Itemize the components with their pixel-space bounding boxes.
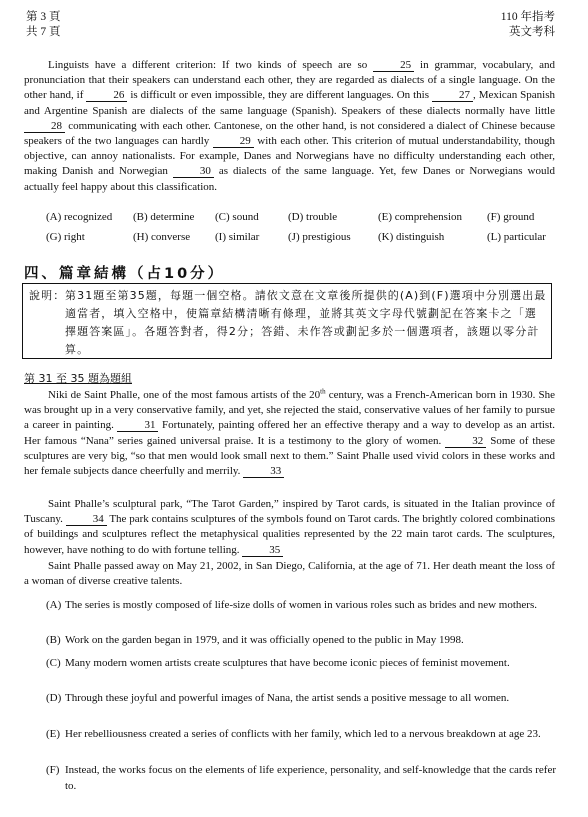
passage-paragraph-3 bbox=[24, 559, 555, 589]
answer-choice-e bbox=[46, 727, 556, 743]
choice-key: (F) bbox=[46, 764, 60, 776]
passage-text: Saint Phalle’s sculptural park, “The Tarot Garden,” inspired by Tarot cards, is situated in the Italian province of Tuscany. bbox=[24, 498, 555, 526]
page-header-left bbox=[26, 10, 61, 40]
blank-35: 35 bbox=[242, 544, 283, 557]
passage-text: Linguists have a different criterion: If two kinds of speech are so bbox=[48, 59, 368, 71]
passage-text: Saint Phalle passed away on May 21, 2002, in San Diego, California, at the age of 71. Her death meant the loss of a woman of diverse creative talents. bbox=[24, 560, 555, 588]
page-header-right bbox=[501, 10, 555, 40]
exam-name: 110 年指考 bbox=[500, 11, 555, 23]
passage-text: century, was a French-American born in 1930. She was brought up in a very conservative family, and yet, she rejected the staid, conservative values of her family to pursue a career in painting. bbox=[24, 389, 556, 432]
answer-choice-a bbox=[46, 598, 556, 614]
blank-33: 33 bbox=[243, 465, 284, 478]
page-number: 第 3 頁 bbox=[26, 11, 61, 23]
passage-text: in grammar, vocabulary, and pronunciation that their speakers can understand each other, they are regarded as dialects of a single language. On the other hand, if bbox=[24, 59, 556, 102]
subject-name: 英文考科 bbox=[509, 26, 555, 38]
choice-key: (E) bbox=[46, 728, 61, 740]
blank-29: 29 bbox=[213, 135, 254, 148]
blank-34: 34 bbox=[66, 513, 107, 526]
option-g: (G) right bbox=[46, 231, 85, 243]
option-k: (K) distinguish bbox=[378, 231, 445, 243]
options-row-1 bbox=[46, 207, 566, 227]
blank-32: 32 bbox=[445, 435, 486, 448]
blank-25: 25 bbox=[373, 59, 414, 72]
choice-key: (C) bbox=[46, 657, 61, 669]
question-group-heading: 第 31 至 35 題為題組 bbox=[24, 372, 132, 385]
answer-choice-f bbox=[46, 763, 556, 794]
options-row-2 bbox=[46, 227, 566, 247]
passage-text: The park contains sculptures of the symbols found on Tarot cards. The brightly colored combinations of buildings and sculptures reflect the metaphysical qualities represented by the 22 main tarot cards. The sculptures, however, have nothing to do with fortune telling. bbox=[24, 513, 555, 556]
instructions-box bbox=[22, 283, 552, 359]
cloze-passage bbox=[24, 58, 555, 195]
blank-30: 30 bbox=[173, 165, 214, 178]
option-j: (J) prestigious bbox=[288, 231, 351, 243]
blank-31: 31 bbox=[117, 419, 158, 432]
instructions-label: 說明： bbox=[29, 289, 66, 302]
option-l: (L) particular bbox=[487, 231, 546, 243]
option-b: (B) determine bbox=[133, 211, 195, 223]
choice-text: Through these joyful and powerful images of Nana, the artist sends a positive message to all women. bbox=[65, 692, 510, 704]
option-h: (H) converse bbox=[133, 231, 191, 243]
passage-paragraph-1 bbox=[24, 388, 555, 479]
blank-27: 27 bbox=[432, 89, 473, 102]
choice-text: Instead, the works focus on the elements of life experience, personality, and self-knowledge that the cards refer to. bbox=[65, 764, 556, 792]
choice-key: (B) bbox=[46, 634, 61, 646]
answer-choice-c bbox=[46, 656, 556, 672]
passage-text: Fortunately, painting offered her an effective therapy and a way to develop as an artist. Her famous “Nana” series gained universal praise. It is a testimony to the glory of women. bbox=[24, 419, 556, 447]
answer-choice-d bbox=[46, 691, 556, 707]
passage-text: is difficult or even impossible, they are different languages. On this bbox=[130, 89, 430, 102]
choice-text: Her rebelliousness created a series of conflicts with her family, which led to a nervous breakdown at age 23. bbox=[65, 728, 541, 740]
cloze-options bbox=[46, 207, 566, 247]
passage-text: Niki de Saint Phalle, one of the most famous artists of the 20 bbox=[48, 389, 321, 401]
passage-text: communicating with each other. Cantonese, on the other hand, is not considered a dialect of Chinese because speakers of the two languages can hardly bbox=[24, 119, 555, 148]
choice-key: (D) bbox=[46, 692, 62, 704]
answer-choice-b bbox=[46, 633, 556, 649]
option-f: (F) ground bbox=[487, 211, 535, 223]
choice-text: Many modern women artists create sculptures that have become iconic pieces of feminist movement. bbox=[65, 657, 510, 669]
option-e: (E) comprehension bbox=[378, 211, 462, 223]
blank-28: 28 bbox=[24, 120, 65, 133]
section-title: 四、篇章結構（占10分） bbox=[24, 266, 226, 282]
ordinal-suffix: th bbox=[320, 387, 326, 396]
blank-26: 26 bbox=[86, 89, 127, 102]
instructions-text: 第31題至第35題，每題一個空格。請依文意在文章後所提供的(A)到(F)選項中分別選出最適當者，填入空格中，使篇章結構清晰有條理，並將其英文字母代號劃記在答案卡之「選擇題答案區」。各題答對者，得2分；答錯、未作答或劃記多於一個選項者，該題以零分計算。 bbox=[65, 289, 547, 356]
passage-text: Some of these sculptures are very big, “so that men would look small next to them.” Saint Phalle used vivid colors in these works and her female subjects dance cheerfully and merrily. bbox=[24, 434, 556, 478]
option-c: (C) sound bbox=[215, 211, 259, 223]
choice-text: The series is mostly composed of life-size dolls of women in various roles such as brides and new mothers. bbox=[65, 599, 537, 611]
passage-text: as dialects of the same language. Yet, few Danes or Norwegians would actually feel happy about this classification. bbox=[24, 165, 555, 193]
option-a: (A) recognized bbox=[46, 211, 113, 223]
option-d: (D) trouble bbox=[288, 211, 338, 223]
choice-text: Work on the garden began in 1979, and it was officially opened to the public in May 1998. bbox=[65, 634, 464, 646]
passage-text: , Mexican Spanish and Argentine Spanish are dialects of the same language (Spanish). Speakers of these dialects normally have little bbox=[24, 89, 556, 117]
choice-key: (A) bbox=[46, 599, 62, 611]
passage-paragraph-2 bbox=[24, 497, 555, 558]
passage-text: with each other. This criterion of mutual understandability, though objective, can annoy nationalists. For example, Danes and Norwegians have no difficulty understanding each other, making Danish and Norwegian bbox=[24, 135, 555, 178]
option-i: (I) similar bbox=[215, 231, 260, 243]
page-total: 共 7 頁 bbox=[26, 26, 61, 38]
